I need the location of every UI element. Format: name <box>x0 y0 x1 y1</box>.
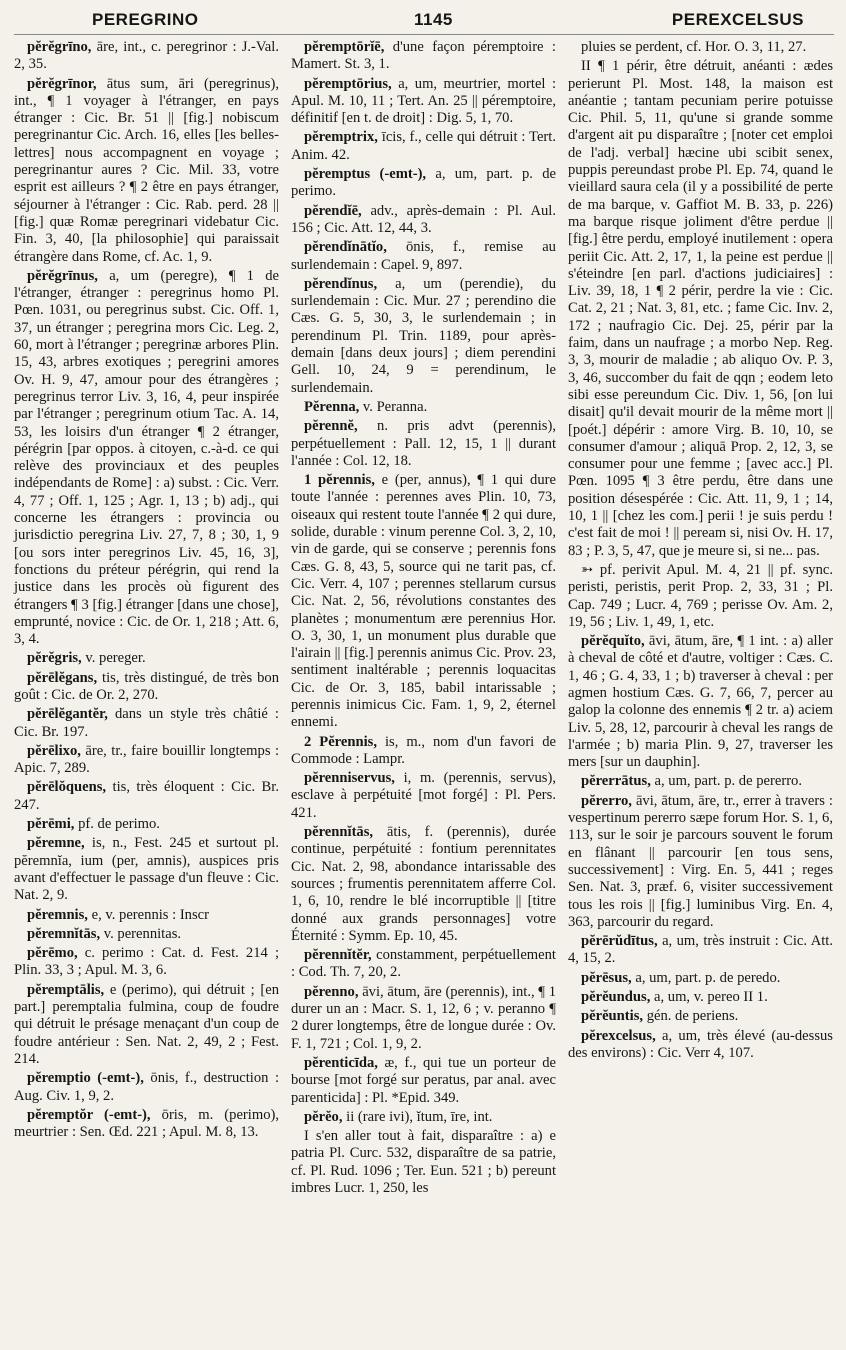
entry-text: ōnis, f., destruction : Aug. Civ. 1, 9, 2. <box>14 1070 279 1104</box>
dictionary-entry <box>291 166 556 201</box>
dictionary-entry <box>14 743 279 778</box>
dictionary-entry <box>14 39 279 74</box>
dictionary-entry <box>14 926 279 943</box>
dictionary-entry <box>291 76 556 128</box>
entry-lemma: pĕrĕundus, <box>581 989 651 1006</box>
entry-text: a, um, part. p. de perimo. <box>291 166 557 200</box>
entry-text: a, um, meurtrier, mortel : Apul. M. 10, 11 ; Tert. An. 25 || péremptoire, définitif [en t. de droit] : Dig. 5, 1, 70. <box>291 75 556 127</box>
entry-text: āvi, ātum, āre, ¶ 1 int. : a) aller à cheval de côté et d'autre, voltiger : Cæs. C. 1, 46 ; G. 4, 33, 1 ; b) traverser à cheval : per agmen hostium Cæs. G. 7, 66, 7, percer au galop la colonne des ennemis ¶ 2 tr. a) aciem Liv. 5, 28, 12, parcourir à cheval les rangs de l'armée ; b) maria Plin. 9, 27, traverser les mers [sur un dauphin]. <box>568 633 833 771</box>
entry-lemma: pĕrēlĕgantĕr, <box>27 706 108 723</box>
dictionary-entry <box>14 268 279 649</box>
entry-lemma: pĕrendĭnus, <box>304 275 378 292</box>
entry-text: gén. de periens. <box>646 1008 739 1025</box>
dictionary-entry <box>568 58 833 560</box>
entry-text: a, um, v. pereo II 1. <box>654 989 768 1006</box>
entry-lemma: pĕrēlĕgans, <box>27 669 98 686</box>
dictionary-entry <box>14 945 279 980</box>
entry-lemma: pĕrenniservus, <box>304 770 395 787</box>
entry-text: tis, très distingué, de très bon goût : Cic. de Or. 2, 270. <box>14 669 279 703</box>
entry-text: ōris, m. (perimo), meurtrier : Sen. Œd. 221 ; Apul. M. 8, 13. <box>14 1106 279 1141</box>
entry-text: āre, tr., faire bouillir longtemps : Apic. 7, 289. <box>14 742 279 777</box>
dictionary-entry <box>568 970 833 987</box>
entry-lemma: pĕrĕquĭto, <box>581 633 645 650</box>
entry-text: n. pris advt (perennis), perpétuellement : Pall. 12, 15, 1 || durant l'année : Col. 12, 18. <box>291 418 556 469</box>
dictionary-entry <box>14 835 279 904</box>
entry-lemma: pĕrennĕ, <box>304 418 358 435</box>
entry-lemma: pĕremptālis, <box>27 981 105 998</box>
dictionary-entry <box>291 239 556 274</box>
entry-text: dans un style très châtié : Cic. Br. 197. <box>14 706 279 740</box>
dictionary-entry <box>568 633 833 771</box>
page-header <box>14 8 834 35</box>
dictionary-entry <box>568 1008 833 1025</box>
entry-lemma: pĕremptōrĭē, <box>304 39 385 55</box>
entry-lemma: 2 Pĕrennis, <box>304 733 377 750</box>
entry-lemma: pĕrĕgrīno, <box>27 39 92 55</box>
columns <box>14 39 834 1199</box>
entry-lemma: pĕrexcelsus, <box>581 1027 656 1044</box>
dictionary-entry <box>568 989 833 1006</box>
entry-text: a, um (perendie), du surlendemain : Cic. Mur. 27 ; perendino die Cæs. G. 5, 30, 3, le surlendemain ; in perendinum Pl. Trin. 1189, pour après-demain [dans deux jours] ; diem perendini Gell. 10, 24, 9 = perendinum, le surlendemain. <box>291 275 556 396</box>
entry-lemma: pĕrennĭtĕr, <box>304 947 372 964</box>
entry-lemma: pĕrēmo, <box>27 945 78 962</box>
entry-text: ōnis, f., remise au surlendemain : Capel. 9, 897. <box>291 239 556 273</box>
dictionary-entry <box>568 1028 833 1063</box>
column-right <box>568 39 833 1199</box>
entry-lemma: pĕrĕuntis, <box>581 1008 644 1025</box>
column-middle <box>291 39 556 1199</box>
dictionary-entry <box>291 129 556 164</box>
entry-text: v. Peranna. <box>362 398 428 415</box>
entry-text: adv., après-demain : Pl. Aul. 156 ; Cic. Att. 12, 44, 3. <box>291 202 556 236</box>
entry-text: e, v. perennis : Inscr <box>91 906 209 923</box>
dictionary-entry <box>291 947 556 982</box>
entry-text: ātus sum, āri (peregrinus), int., ¶ 1 voyager à l'étranger, en pays étranger : Cic. Br. 51 || [fig.] nobiscum peregrinantur Cic. Arch. 16, elles [les belles-lettres] nous accompagnent en voyage ; peregrinantur aures ? Cic. Mil. 33, votre esprit est ailleurs ? ¶ 2 être en pays étranger, séjourner à l'étranger : Cic. Rab. perd. 28 || [fig.] quæ Romæ peregrinari videbatur Cic. Fin. 3, 40, [la philosophie] qui paraissait étrangère dans Rome, cf. Ac. 1, 9. <box>14 75 279 265</box>
entry-text: e (perimo), qui détruit ; [en part.] peremptalia fulmina, coup de foudre qui détruit le présage menaçant d'un coup de foudre antérieur : Sen. Nat. 2, 49, 2 ; Fest. 214. <box>14 981 279 1067</box>
entry-text: d'une façon péremptoire : Mamert. St. 3, 1. <box>291 39 556 73</box>
dictionary-entry <box>291 472 556 731</box>
dictionary-entry <box>568 39 833 56</box>
dictionary-entry <box>291 276 556 397</box>
entry-text: tis, très éloquent : Cic. Br. 247. <box>14 779 279 813</box>
entry-lemma: pĕrĕgris, <box>27 650 82 667</box>
column-left <box>14 39 279 1199</box>
dictionary-entry <box>291 39 556 74</box>
dictionary-entry <box>14 76 279 266</box>
entry-text: a, um, très élevé (au-dessus des environs) : Cic. Verr 4, 107. <box>568 1027 833 1061</box>
entry-lemma: pĕrēlŏquens, <box>27 779 107 796</box>
page-number: 1145 <box>414 10 453 29</box>
entry-text: is, n., Fest. 245 et surtout pl. pĕremnĭa, ium (per, amnis), auspices pris avant d'effectuer le passage d'un fleuve : Cic. Nat. 2, 9. <box>14 835 279 904</box>
entry-text: ātis, f. (perennis), durée continue, perpétuité : fontium perennitates Cic. Nat. 2, 98, abondance intarissable des sources ; frumentis perennitatem afferre Col. 1, 6, 10, rendre le blé incorruptible || [titre donné aux grands personnages] votre Éternité : Symm. Ep. 10, 45. <box>291 824 556 944</box>
dictionary-entry <box>14 779 279 814</box>
dictionary-entry <box>291 1128 556 1197</box>
entry-lemma: pĕrēlixo, <box>27 742 81 759</box>
entry-lemma: pĕrerro, <box>581 792 632 809</box>
dictionary-entry <box>14 1070 279 1105</box>
dictionary-entry <box>291 418 556 470</box>
entry-text: īcis, f., celle qui détruit : Tert. Anim. 42. <box>291 129 556 163</box>
entry-lemma: pĕrendĭnātĭo, <box>304 239 387 256</box>
entry-text: v. perennitas. <box>103 925 182 942</box>
dictionary-entry <box>291 770 556 822</box>
dictionary-entry <box>568 773 833 790</box>
header-right-word: PEREXCELSUS <box>671 10 804 29</box>
dictionary-entry <box>14 1107 279 1142</box>
entry-text: a, um, part. p. de pererro. <box>654 773 802 790</box>
entry-text: āre, int., c. peregrinor : J.-Val. 2, 35. <box>14 39 279 73</box>
dictionary-entry <box>568 562 833 631</box>
dictionary-entry <box>14 670 279 705</box>
entry-text: v. pereger. <box>85 650 146 667</box>
entry-text: II ¶ 1 périr, être détruit, anéanti : ædes perierunt Pl. Most. 148, la maison est anéantie ; tantam pecuniam perire potuisse Cic. Phil. 5, 11, qu'une si grande somme d'argent ait pu disparaître ; [noter cet emploi de l'adj. verbal] hæcine ubi scibit senex, puppis pereundast probe Pl. Ep. 74, quand le vieillard saura cela (il y a possibilité de perte de ma barque, v. Gaffiot M. B. 33, p. 226) ma barque risque joliment d'être perdue || [fig.] être perdu, employé inutilement : opera periit Cic. Att. 2, 17, 1, la peine est perdue || s'éteindre [en parl. d'actions judiciaires] : Liv. 39, 18, 1 ¶ 2 périr, perdre la vie : Cic. Cat. 2, 21 ; Nat. 3, 81, etc. ; fame Cic. Inv. 2, 172 ; naufragio Cic. Dej. 25, périr par la faim, dans un naufrage ; a morbo Nep. Reg. 3, 3, mourir de maladie ; ab aliquo Ov. P. 3, 3, 46, succomber du fait de qqn ; eodem leto sibi esse pereundum Cic. Div. 1, 56, [on lui disait] qu'il devait mourir de la même mort || [poét.] dépérir : amore Virg. B. 10, 10, se consumer d'amour ; aliquā Prop. 2, 12, 3, se consumer pour une femme ; [avec acc.] Pl. Pœn. 1095 ¶ 3 être perdu, être dans une position désespérée : Cic. Att. 11, 9, 1 ; 14, 10, 1 || [chez les com.] perii ! je suis perdu ! c'est fait de moi ! || peream si, nisi Ov. H. 17, 83 ; P. 3, 5, 47, que je meure si, si ne... pas. <box>568 58 833 559</box>
entry-text: I s'en aller tout à fait, disparaître : a) e patria Pl. Curc. 532, disparaître de sa patrie, cf. Pl. Rud. 1096 ; Ter. Eun. 521 ; b) pereunt imbres Lucr. 1, 250, les <box>291 1128 556 1196</box>
entry-text: āvi, ātum, āre (perennis), int., ¶ 1 durer un an : Macr. S. 1, 12, 6 ; v. peranno ¶ 2 durer longtemps, être de longue durée : Ov. F. 1, 721 ; Col. 1, 9, 2. <box>291 983 556 1052</box>
entry-text: a, um, part. p. de peredo. <box>635 969 781 986</box>
entry-lemma: pĕrendĭē, <box>304 202 362 219</box>
entry-lemma: pĕremptrix, <box>304 129 378 146</box>
dictionary-entry <box>291 399 556 416</box>
entry-lemma: pĕrēmi, <box>27 816 75 833</box>
entry-lemma: pĕrenno, <box>304 983 359 1000</box>
entry-lemma: pĕrĕgrīnus, <box>27 267 98 284</box>
dictionary-entry <box>291 824 556 945</box>
entry-text: e (per, annus), ¶ 1 qui dure toute l'année : perennes aves Plin. 10, 73, oiseaux qui restent toute l'année ¶ 2 qui dure, solide, durable : vinum perenne Col. 3, 2, 10, vin de garde, qui se conserve ; perennis fons Cæs. G. 8, 43, 5, source qui ne tarit pas, cf. Cic. Verr. 4, 107 ; perennes stellarum cursus Cic. Nat. 2, 56, révolutions constantes des planètes ; monumentum ære perennius Hor. O. 3, 30, 1, un monument plus durable que l'airain || [fig.] perennis animus Cic. Prov. 23, sentiment inaltérable ; perennis loquacitas Cic. de Or. 3, 185, babil intarissable ; perennis inimicus Cic. Fam. 1, 9, 2, éternel ennemi. <box>291 472 556 731</box>
dictionary-entry <box>568 793 833 931</box>
dictionary-entry <box>14 816 279 833</box>
dictionary-entry <box>14 982 279 1068</box>
entry-text: a, um, très instruit : Cic. Att. 4, 15, 2. <box>568 933 833 967</box>
header-left-word: PEREGRINO <box>92 10 199 29</box>
entry-lemma: pĕremptŏr (-emt-), <box>27 1106 151 1123</box>
dictionary-entry <box>291 1109 556 1126</box>
entry-lemma: pĕremptus (-emt-), <box>304 166 427 183</box>
entry-lemma: pĕrennĭtās, <box>304 824 374 841</box>
dictionary-entry <box>568 933 833 968</box>
dictionary-entry <box>14 650 279 667</box>
entry-lemma: pĕremnĭtās, <box>27 925 101 942</box>
entry-text: æ, f., qui tue un porteur de bourse [mot forgé sur peratus, par anal. avec parenticida] : Pl. *Epid. 349. <box>291 1054 556 1106</box>
entry-lemma: pĕremne, <box>27 835 85 852</box>
entry-text: a, um (peregre), ¶ 1 de l'étranger, étranger : peregrinus homo Pl. Pœn. 1031, ou peregrinus subst. Cic. Off. 1, 37, un étranger ; peregrina mors Cic. Leg. 2, 60, mort à l'étranger ; peregrinæ arbores Plin. 15, 43, arbres exotiques ; peregrini amores Ov. H. 9, 47, amour pour des étrangères ; peregrinus terror Liv. 3, 16, 4, peur inspirée par l'étranger ; peregrinum otium Tac. A. 14, 53, les loisirs d'un étranger ¶ 2 étranger, pérégrin [par oppos. à citoyen, c.-à-d. ce qui relève des provinciaux et des peuples indépendants de Rome] : a) subst. : Cic. Verr. 4, 77 ; Off. 1, 125 ; Agr. 1, 13 ; b) adj., qui concerne les étrangers : provincia ou jurisdictio peregrina Liv. 27, 7, 8 ; 30, 1, 9 [ou sors inter peregrinos Liv. 45, 16, 3], fonctions du préteur pérégrin, qui rend la justice dans les procès où figurent des étrangers ¶ 3 [fig.] étranger [dans une chose], emprunté, novice : Cic. de Or. 1, 218 ; Att. 6, 3, 4. <box>14 267 279 648</box>
entry-lemma: pĕremptōrius, <box>304 75 392 92</box>
entry-text: i, m. (perennis, servus), esclave à perpétuité [mot forgé] : Pl. Pers. 421. <box>291 770 556 821</box>
dictionary-entry <box>291 734 556 769</box>
entry-lemma: 1 pĕrennis, <box>304 472 375 489</box>
dictionary-entry <box>291 984 556 1053</box>
entry-text: c. perimo : Cat. d. Fest. 214 ; Plin. 33, 3 ; Apul. M. 3, 6. <box>14 945 279 979</box>
entry-lemma: pĕrerrātus, <box>581 773 651 790</box>
dictionary-entry <box>14 706 279 741</box>
entry-text: is, m., nom d'un favori de Commode : Lampr. <box>291 733 556 767</box>
entry-text: pf. de perimo. <box>78 816 160 833</box>
entry-lemma: pĕrĕo, <box>304 1108 343 1125</box>
dictionary-entry <box>14 907 279 924</box>
entry-lemma: pĕrēsus, <box>581 969 632 986</box>
entry-text: āvi, ātum, āre, tr., errer à travers : vespertinum pererro sæpe forum Hor. S. 1, 6, 113, sur le soir je parcours souvent le forum en flânant || parcourir [en tous sens, successivement] : Virg. En. 5, 441 ; reges Sen. Nat. 3, præf. 6, visiter successivement tous les rois || [fig.] luminibus Virg. En. 4, 363, parcourir du regard. <box>568 792 833 930</box>
entry-lemma: pĕrērŭdītus, <box>581 933 658 950</box>
entry-text: ➳ pf. perivit Apul. M. 4, 21 || pf. sync. peristi, peristis, perit Prop. 2, 33, 31 ; Pl. Cap. 749 ; Lucr. 4, 769 ; perisse Ov. Am. 2, 19, 56 ; Liv. 1, 49, 1, etc. <box>568 561 833 630</box>
entry-text: ii (rare ivi), ĭtum, īre, int. <box>346 1108 493 1125</box>
entry-lemma: pĕrenticīda, <box>304 1054 378 1071</box>
entry-text: pluies se perdent, cf. Hor. O. 3, 11, 27. <box>581 39 807 55</box>
dictionary-entry <box>291 203 556 238</box>
dictionary-entry <box>291 1055 556 1107</box>
entry-lemma: Pĕrenna, <box>304 398 360 415</box>
entry-lemma: pĕremptio (-emt-), <box>27 1070 144 1087</box>
entry-text: constamment, perpétuellement : Cod. Th. 7, 20, 2. <box>291 947 556 981</box>
entry-lemma: pĕrĕgrīnor, <box>27 75 97 92</box>
entry-lemma: pĕremnis, <box>27 906 88 923</box>
